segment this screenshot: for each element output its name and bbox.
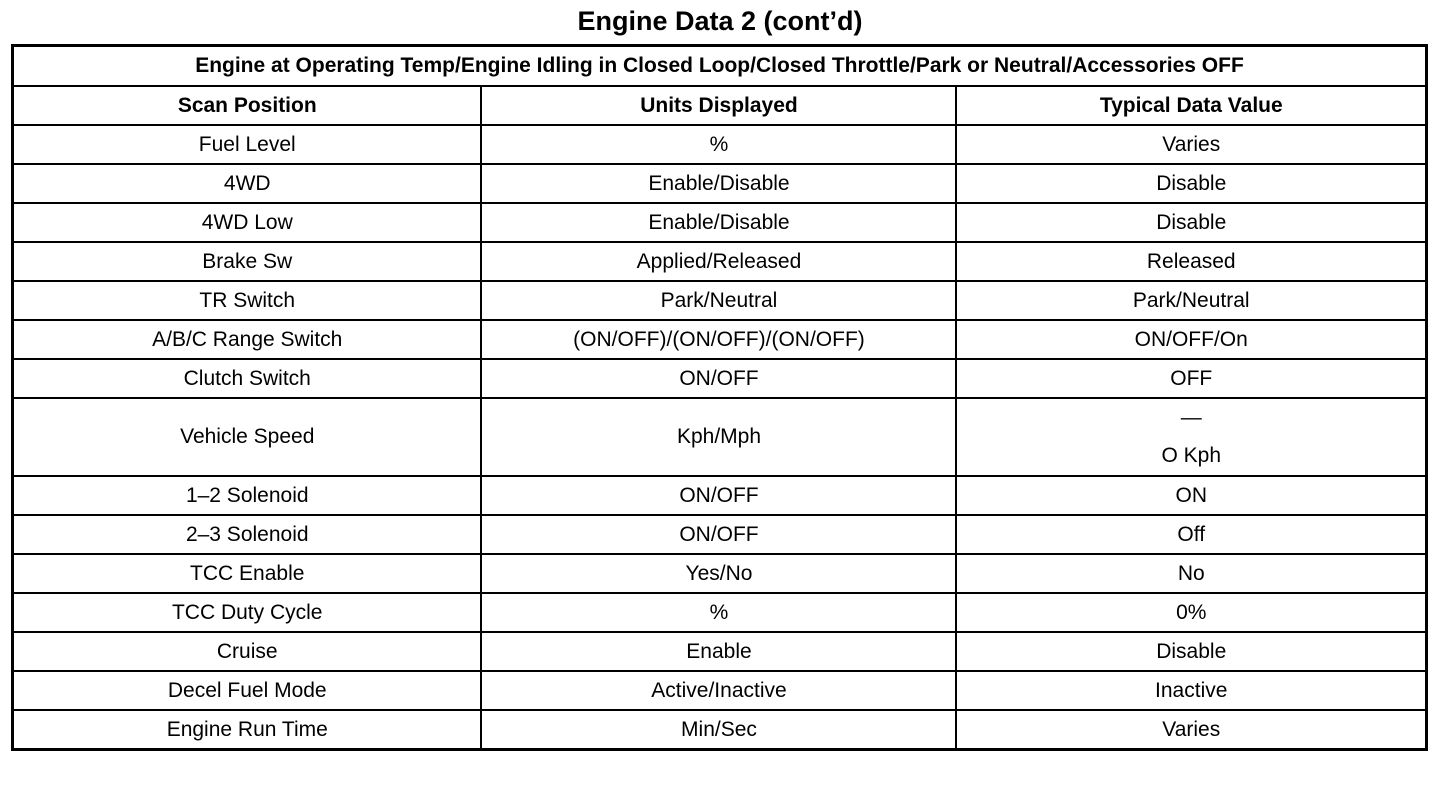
units-displayed-cell: ON/OFF	[481, 476, 956, 515]
units-displayed-cell: Enable/Disable	[481, 203, 956, 242]
typical-data-value-line: O Kph	[1161, 444, 1222, 467]
units-displayed-cell: %	[481, 125, 956, 164]
table-row	[13, 164, 1427, 203]
units-displayed-cell: Yes/No	[481, 554, 956, 593]
condition-text: Engine at Operating Temp/Engine Idling in Closed Loop/Closed Throttle/Park or Neutral/Accessories OFF	[13, 46, 1427, 87]
units-displayed-cell: ON/OFF	[481, 359, 956, 398]
typical-data-value-cell	[956, 515, 1426, 554]
typical-data-value-line: Inactive	[1155, 678, 1228, 702]
condition-row	[13, 46, 1427, 87]
units-displayed-cell: Enable/Disable	[481, 164, 956, 203]
engine-data-table	[11, 44, 1428, 751]
table-row	[13, 554, 1427, 593]
scan-position-cell: Engine Run Time	[13, 710, 482, 750]
page-title: Engine Data 2 (cont’d)	[577, 6, 863, 36]
typical-data-value-cell	[956, 125, 1426, 164]
table-row	[13, 710, 1427, 750]
typical-data-value-line: —	[1180, 406, 1202, 429]
units-displayed-cell: Applied/Released	[481, 242, 956, 281]
typical-data-value-line: Released	[1146, 249, 1236, 273]
typical-data-value-cell	[956, 203, 1426, 242]
units-displayed-cell: Active/Inactive	[481, 671, 956, 710]
table-row	[13, 476, 1427, 515]
units-displayed-cell: Enable	[481, 632, 956, 671]
typical-data-value-line: Park/Neutral	[1132, 288, 1250, 312]
scan-position-cell: 4WD	[13, 164, 482, 203]
typical-data-value-cell	[956, 593, 1426, 632]
table-row	[13, 242, 1427, 281]
typical-data-value-cell	[956, 710, 1426, 750]
typical-data-value-cell	[956, 476, 1426, 515]
units-displayed-cell: ON/OFF	[481, 515, 956, 554]
typical-data-value-line: Disable	[1156, 210, 1227, 234]
scan-position-cell: 4WD Low	[13, 203, 482, 242]
scan-position-cell: TCC Duty Cycle	[13, 593, 482, 632]
header-units-displayed: Units Displayed	[481, 86, 956, 125]
table-row	[13, 203, 1427, 242]
table-row	[13, 125, 1427, 164]
typical-data-value-cell	[956, 554, 1426, 593]
header-row	[13, 86, 1427, 125]
scan-position-cell: TCC Enable	[13, 554, 482, 593]
scan-position-cell: Fuel Level	[13, 125, 482, 164]
table-body	[13, 125, 1427, 750]
typical-data-value-cell	[956, 320, 1426, 359]
typical-data-value-line: Off	[1177, 522, 1206, 546]
typical-data-value-cell	[956, 359, 1426, 398]
table-row	[13, 320, 1427, 359]
table-row	[13, 632, 1427, 671]
scan-position-cell: Clutch Switch	[13, 359, 482, 398]
table-row	[13, 281, 1427, 320]
typical-data-value-line: Disable	[1156, 171, 1227, 195]
typical-data-value-line: Disable	[1156, 639, 1227, 663]
typical-data-value-line: OFF	[1170, 366, 1213, 390]
scan-position-cell: Cruise	[13, 632, 482, 671]
typical-data-value-cell	[956, 671, 1426, 710]
table-row	[13, 359, 1427, 398]
typical-data-value-cell	[956, 632, 1426, 671]
scan-position-cell: Brake Sw	[13, 242, 482, 281]
scan-position-cell: A/B/C Range Switch	[13, 320, 482, 359]
units-displayed-cell: Kph/Mph	[481, 398, 956, 476]
scan-position-cell: Vehicle Speed	[13, 398, 482, 476]
typical-data-value-cell	[956, 164, 1426, 203]
typical-data-value-line: Varies	[1162, 717, 1221, 741]
typical-data-value-cell	[956, 242, 1426, 281]
units-displayed-cell: Park/Neutral	[481, 281, 956, 320]
table-row	[13, 515, 1427, 554]
header-typical-data-value: Typical Data Value	[956, 86, 1426, 125]
table-row	[13, 671, 1427, 710]
units-displayed-cell: %	[481, 593, 956, 632]
typical-data-value-line: ON/OFF/On	[1134, 327, 1248, 351]
scan-position-cell: 1–2 Solenoid	[13, 476, 482, 515]
scan-position-cell: 2–3 Solenoid	[13, 515, 482, 554]
typical-data-value-line: No	[1177, 561, 1205, 585]
typical-data-value-line: ON	[1175, 483, 1207, 507]
header-scan-position: Scan Position	[13, 86, 482, 125]
units-displayed-cell: (ON/OFF)/(ON/OFF)/(ON/OFF)	[481, 320, 956, 359]
typical-data-value-cell	[956, 398, 1426, 476]
table-row	[13, 398, 1427, 476]
units-displayed-cell: Min/Sec	[481, 710, 956, 750]
typical-data-value-cell	[956, 281, 1426, 320]
scan-position-cell: TR Switch	[13, 281, 482, 320]
typical-data-value-line: Varies	[1162, 132, 1221, 156]
table-row	[13, 593, 1427, 632]
typical-data-value-line: 0%	[1176, 600, 1207, 624]
scan-position-cell: Decel Fuel Mode	[13, 671, 482, 710]
